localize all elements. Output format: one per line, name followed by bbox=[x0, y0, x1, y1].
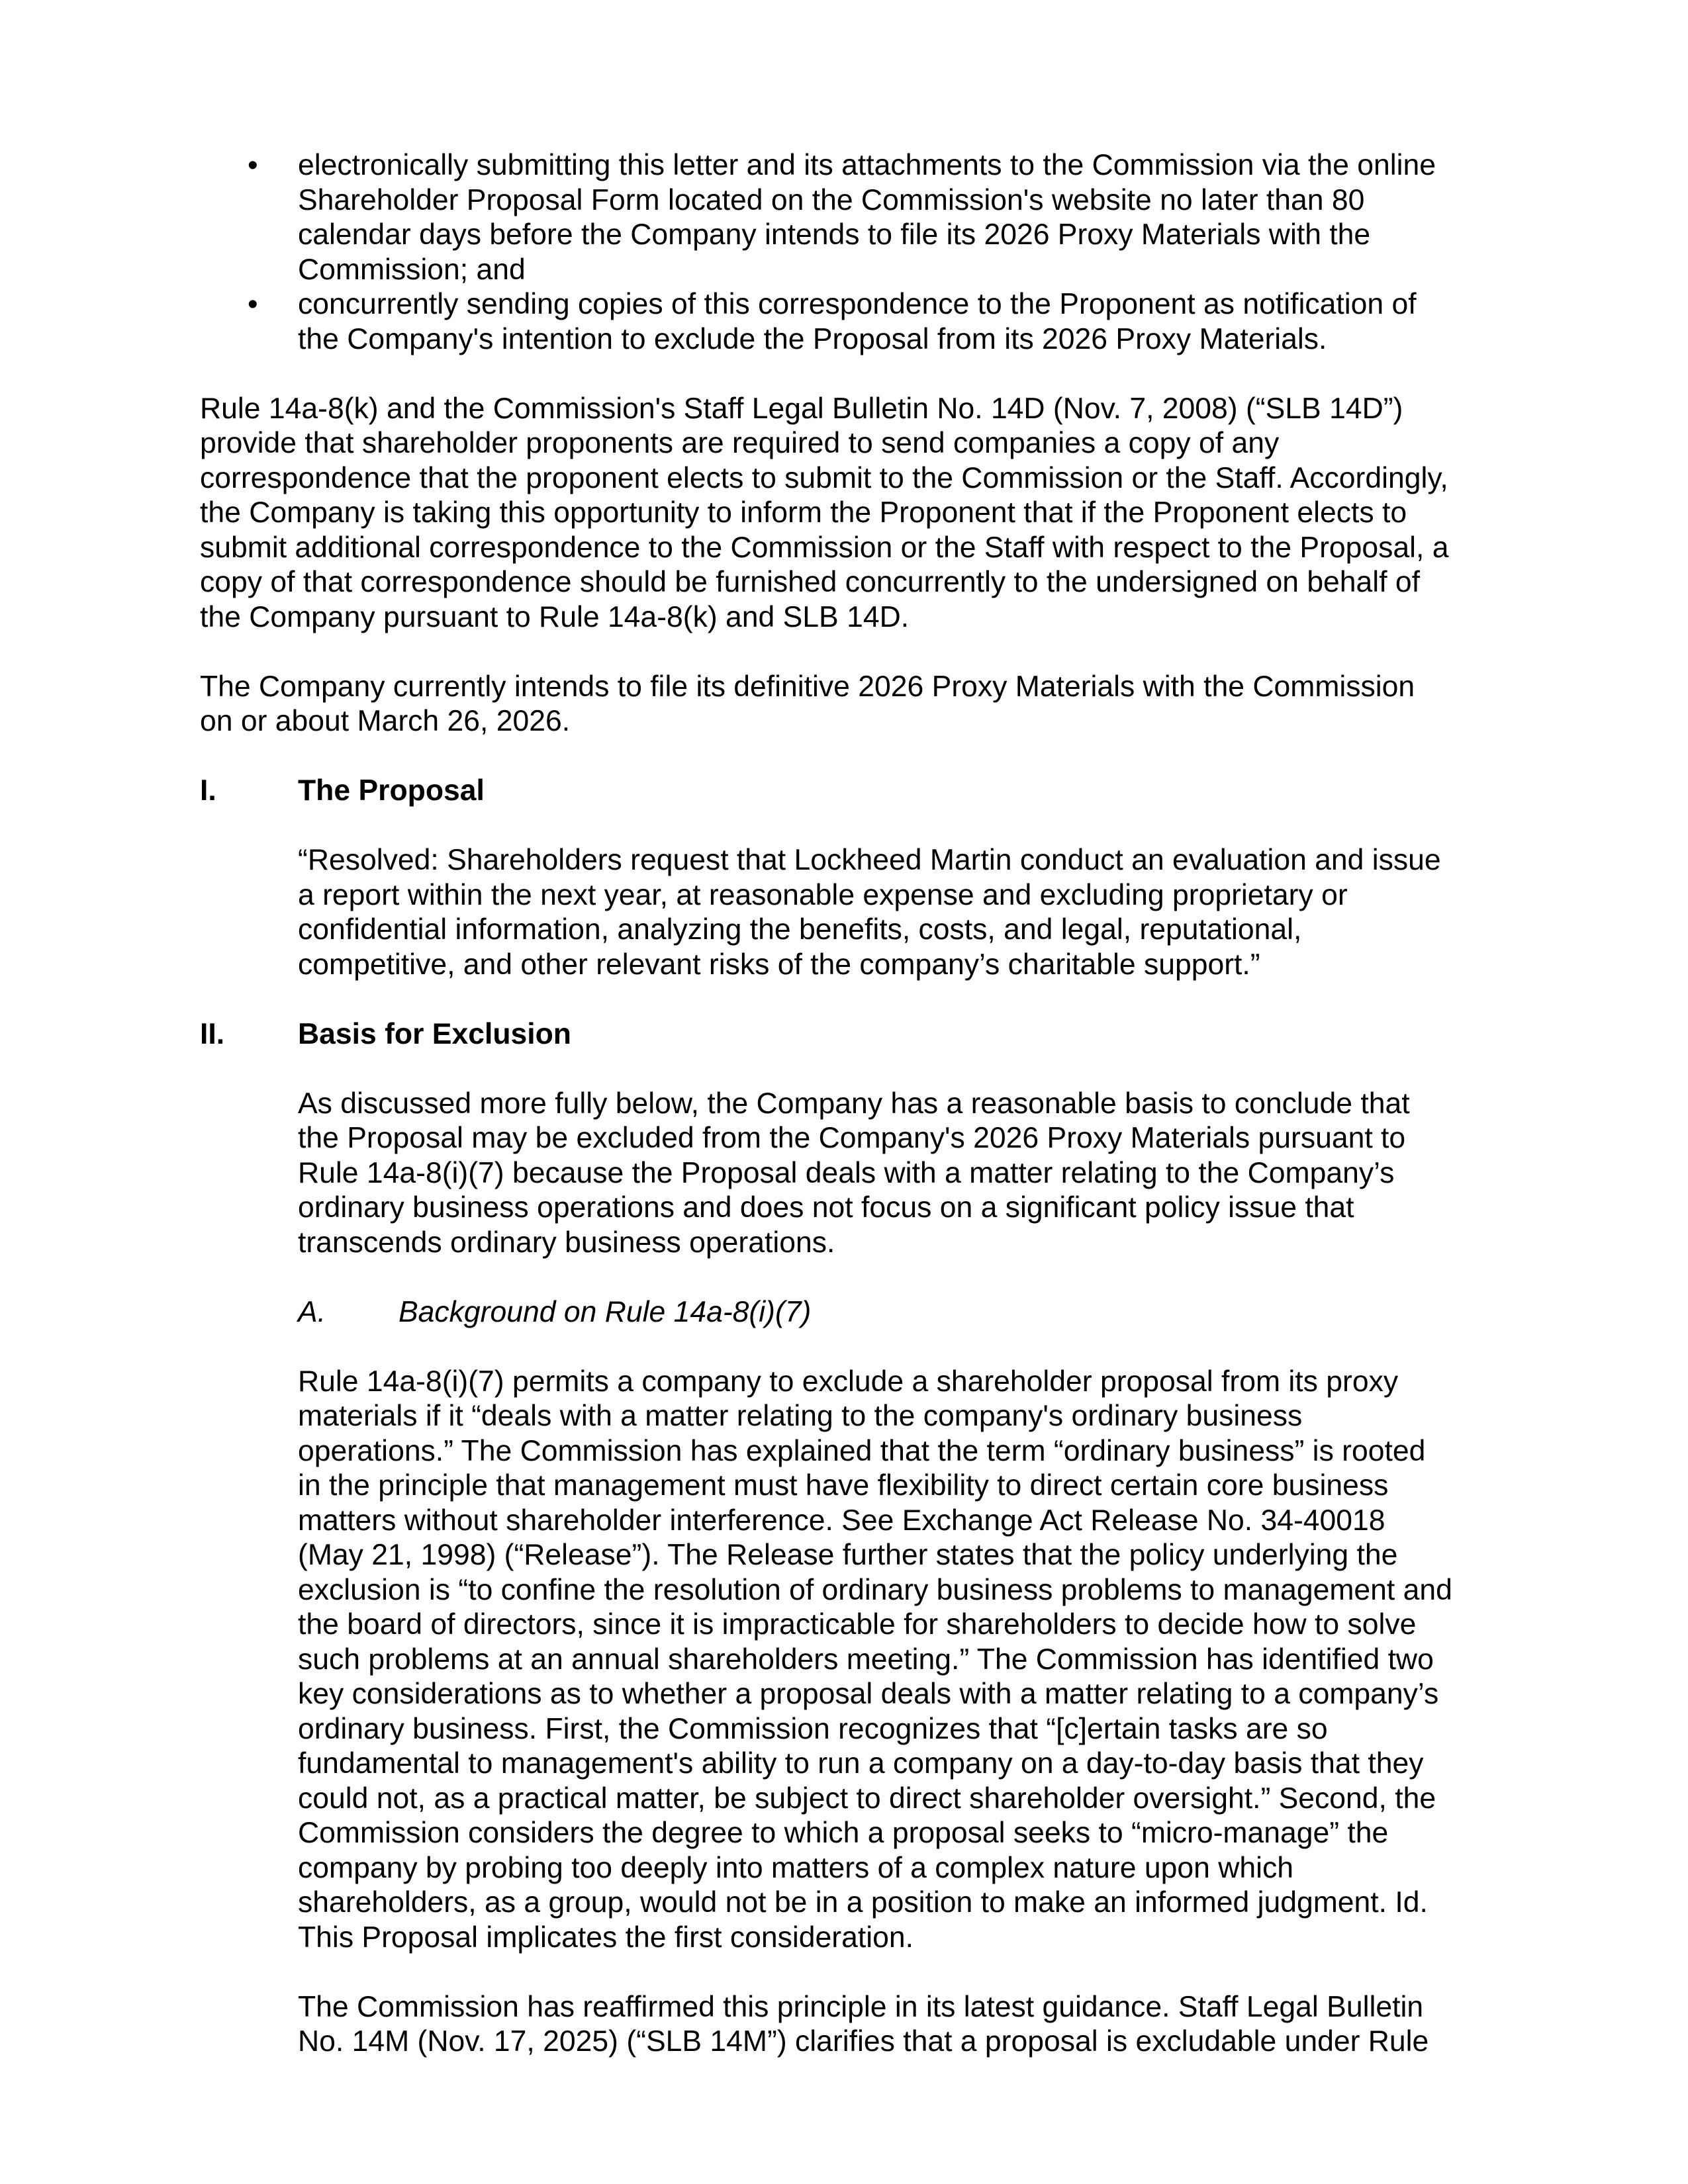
text-line: Rule 14a-8(i)(7) because the Proposal deals with a matter relating to the Company’s bbox=[298, 1156, 1395, 1189]
text-line: The Company currently intends to file its definitive 2026 Proxy Materials with the Commission bbox=[200, 670, 1415, 703]
section-number: I. bbox=[200, 774, 216, 807]
text-line: Rule 14a-8(k) and the Commission's Staff Legal Bulletin No. 14D (Nov. 7, 2008) (“SLB 14D”) bbox=[200, 392, 1403, 425]
text-line: Commission considers the degree to which a proposal seeks to “micro-manage” the bbox=[298, 1817, 1389, 1849]
text-line: provide that shareholder proponents are required to send companies a copy of any bbox=[200, 427, 1280, 459]
text-line: such problems at an annual shareholders meeting.” The Commission has identified two bbox=[298, 1643, 1434, 1676]
text-line: copy of that correspondence should be furnished concurrently to the undersigned on behalf of bbox=[200, 566, 1421, 598]
text-line: ordinary business. First, the Commission recognizes that “[c]ertain tasks are so bbox=[298, 1712, 1328, 1745]
paragraph-spacer bbox=[200, 1260, 1497, 1295]
text-line: in the principle that management must have flexibility to direct certain core business bbox=[298, 1469, 1389, 1502]
proposal-quote bbox=[200, 843, 1497, 982]
text-line: transcends ordinary business operations. bbox=[298, 1226, 835, 1259]
text-line: No. 14M (Nov. 17, 2025) (“SLB 14M”) clarifies that a proposal is excludable under Rule bbox=[298, 2025, 1429, 2058]
text-line: matters without shareholder interference. See Exchange Act Release No. 34-40018 bbox=[298, 1504, 1385, 1537]
text-line: materials if it “deals with a matter relating to the company's ordinary business bbox=[298, 1400, 1303, 1432]
text-line: the board of directors, since it is impracticable for shareholders to decide how to solve bbox=[298, 1608, 1417, 1641]
list-item bbox=[200, 148, 1497, 287]
text-line: electronically submitting this letter and its attachments to the Commission via the online bbox=[298, 149, 1436, 181]
text-line: ordinary business operations and does not focus on a significant policy issue that bbox=[298, 1191, 1354, 1224]
paragraph-spacer bbox=[200, 635, 1497, 670]
paragraph-spacer bbox=[200, 1955, 1497, 1990]
filing-date-paragraph bbox=[200, 670, 1497, 739]
section-heading-proposal bbox=[200, 774, 1497, 809]
section-title: The Proposal bbox=[298, 774, 485, 807]
paragraph-spacer bbox=[200, 809, 1497, 844]
text-line: shareholders, as a group, would not be in a position to make an informed judgment. Id. bbox=[298, 1886, 1428, 1919]
text-line: on or about March 26, 2026. bbox=[200, 705, 571, 737]
text-line: submit additional correspondence to the Commission or the Staff with respect to the Proposal, a bbox=[200, 531, 1449, 564]
text-line: The Commission has reaffirmed this principle in its latest guidance. Staff Legal Bulletin bbox=[298, 1990, 1424, 2023]
section-title: Basis for Exclusion bbox=[298, 1017, 571, 1050]
text-line: Shareholder Proposal Form located on the Commission's website no later than 80 bbox=[298, 183, 1365, 216]
bullet-icon: • bbox=[248, 149, 258, 181]
text-line: operations.” The Commission has explained that the term “ordinary business” is rooted bbox=[298, 1434, 1426, 1467]
paragraph-spacer bbox=[200, 739, 1497, 774]
text-line: company by probing too deeply into matters of a complex nature upon which bbox=[298, 1851, 1293, 1884]
text-line: the Company is taking this opportunity to inform the Proponent that if the Proponent elects to bbox=[200, 496, 1407, 529]
text-line: confidential information, analyzing the benefits, costs, and legal, reputational, bbox=[298, 913, 1302, 946]
background-paragraph bbox=[200, 1365, 1497, 1956]
exclusion-intro-paragraph bbox=[200, 1087, 1497, 1261]
text-line: key considerations as to whether a proposal deals with a matter relating to a company’s bbox=[298, 1678, 1439, 1710]
paragraph-spacer bbox=[200, 982, 1497, 1017]
section-number: II. bbox=[200, 1017, 225, 1050]
text-line: the Company's intention to exclude the Proposal from its 2026 Proxy Materials. bbox=[298, 322, 1327, 355]
text-line: a report within the next year, at reasonable expense and excluding proprietary or bbox=[298, 878, 1348, 911]
text-line: the Proposal may be excluded from the Company's 2026 Proxy Materials pursuant to bbox=[298, 1122, 1406, 1154]
text-line: the Company pursuant to Rule 14a-8(k) and SLB 14D. bbox=[200, 600, 910, 633]
reaffirm-paragraph bbox=[200, 1990, 1497, 2060]
text-line: Rule 14a-8(i)(7) permits a company to exclude a shareholder proposal from its proxy bbox=[298, 1365, 1399, 1398]
text-line: As discussed more fully below, the Company has a reasonable basis to conclude that bbox=[298, 1087, 1410, 1120]
submission-steps-list bbox=[200, 148, 1497, 357]
paragraph-spacer bbox=[200, 1052, 1497, 1087]
text-line: competitive, and other relevant risks of the company’s charitable support.” bbox=[298, 948, 1260, 981]
text-line: This Proposal implicates the first consideration. bbox=[298, 1921, 914, 1954]
subsection-letter: A. bbox=[298, 1295, 326, 1328]
text-line: correspondence that the proponent elects to submit to the Commission or the Staff. Accordingly, bbox=[200, 461, 1448, 494]
text-line: Commission; and bbox=[298, 253, 526, 286]
text-line: calendar days before the Company intends to file its 2026 Proxy Materials with the bbox=[298, 218, 1371, 251]
text-line: exclusion is “to confine the resolution of ordinary business problems to management and bbox=[298, 1573, 1452, 1606]
document-page bbox=[200, 148, 1497, 2060]
text-line: “Resolved: Shareholders request that Lockheed Martin conduct an evaluation and issue bbox=[298, 844, 1441, 876]
list-item bbox=[200, 287, 1497, 357]
paragraph-spacer bbox=[200, 1330, 1497, 1365]
text-line: concurrently sending copies of this correspondence to the Proponent as notification of bbox=[298, 288, 1417, 320]
section-heading-basis-for-exclusion bbox=[200, 1017, 1497, 1052]
subsection-heading-background bbox=[200, 1295, 1497, 1330]
text-line: could not, as a practical matter, be subject to direct shareholder oversight.” Second, the bbox=[298, 1782, 1436, 1815]
text-line: fundamental to management's ability to run a company on a day-to-day basis that they bbox=[298, 1747, 1424, 1780]
bullet-icon: • bbox=[248, 288, 258, 320]
paragraph-spacer bbox=[200, 357, 1497, 392]
rule-14a-8k-paragraph bbox=[200, 392, 1497, 635]
text-line: (May 21, 1998) (“Release”). The Release further states that the policy underlying the bbox=[298, 1539, 1398, 1571]
subsection-title: Background on Rule 14a-8(i)(7) bbox=[399, 1295, 812, 1328]
